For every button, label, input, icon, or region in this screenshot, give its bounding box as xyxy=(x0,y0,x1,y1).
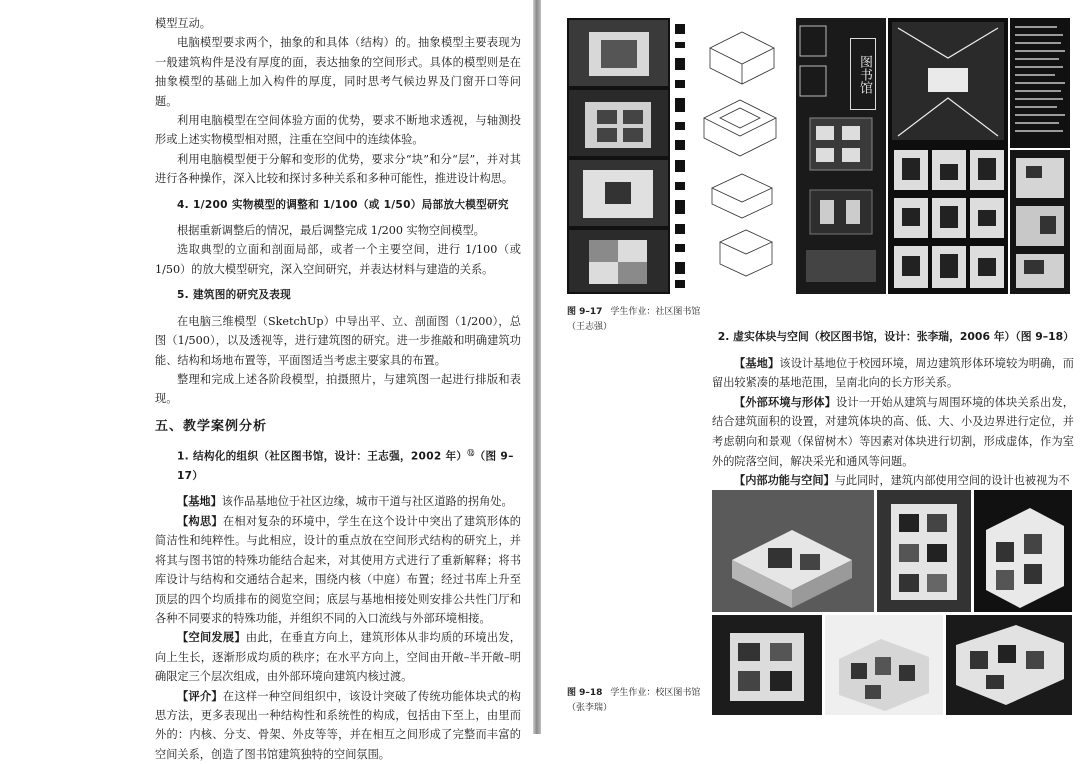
paragraph-text: 由此，在垂直方向上，建筑形体从非均质的环境出发，向上生长，逐渐形成均质的秩序；在水平方向上，空间由开敞–半开敞–明确限定三个层次组成，由外部环境向建筑内核过渡。 xyxy=(155,631,521,684)
model-photo-3-image xyxy=(974,490,1072,612)
tag-label: 【内部功能与空间】 xyxy=(734,473,835,488)
subsection-heading xyxy=(177,444,521,486)
paragraph xyxy=(155,492,521,511)
section-heading: 五、教学案例分析 xyxy=(155,418,268,434)
paragraph: 在电脑三维模型（SketchUp）中导出平、立、剖面图（1/200），总图（1/500），以及透视等，进行建筑图的研究。进一步推敲和明确建筑功能、结构和场地布置等，平面图适当考虑主要家具的布置。 xyxy=(155,314,521,367)
figure-text-panel-image xyxy=(1010,18,1070,148)
paragraph xyxy=(155,628,521,686)
paragraph xyxy=(155,687,521,764)
paragraph xyxy=(712,471,1074,491)
model-photo-2 xyxy=(877,490,971,612)
axonometric-image xyxy=(690,18,794,294)
tag-label: 【外部环境与形体】 xyxy=(734,394,837,409)
subsection-heading: 5. 建筑图的研究及表现 xyxy=(177,289,292,302)
right-page xyxy=(541,0,1080,734)
figure-text-panel xyxy=(1010,18,1070,148)
model-photo-3 xyxy=(974,490,1072,612)
paragraph: 利用电脑模型便于分解和变形的优势，要求分“块”和分“层”，并对其进行各种操作，深入比较和探讨多种关系和多种可能性，推进设计构思。 xyxy=(155,152,521,186)
model-photo-1 xyxy=(712,490,874,612)
model-photo-4-image xyxy=(712,615,822,715)
model-photos-image xyxy=(567,18,670,294)
paragraph: 模型互动。 xyxy=(155,17,211,30)
paragraph: 整理和完成上述各阶段模型，拍摄照片，与建筑图一起进行排版和表现。 xyxy=(155,372,521,406)
model-photo-5 xyxy=(825,615,943,715)
model-photo-2-image xyxy=(877,490,971,612)
model-photo-strip xyxy=(567,18,670,294)
figure-caption-text: 学生作业：社区图书馆（王志强） xyxy=(567,307,701,332)
figure-thumb-panel xyxy=(1010,150,1070,294)
paragraph-text: 该作品基地位于社区边缘，城市干道与社区道路的拐角处。 xyxy=(221,495,513,509)
tag-label: 【空间发展】 xyxy=(177,630,246,645)
paragraph xyxy=(712,393,1074,471)
paragraph-text: 在这样一种空间组织中，该设计突破了传统功能体块式的构思方法，更多表现出一种结构性和系统性的构成，包括由下至上，由里而外的：内核、分支、骨架、外皮等等，并在相互之间形成了完整而丰富的空间关系，创造了图书馆建筑独特的空间氛围。 xyxy=(155,689,521,761)
paragraph: 利用电脑模型在空间体验方面的优势，要求不断地求透视，与轴测投形或上述实物模型相对照，注重在空间中的连续体验。 xyxy=(155,114,521,147)
model-photo-5-image xyxy=(825,615,943,715)
paragraph xyxy=(712,354,1074,393)
heading-text: 1. 结构化的组织（社区图书馆，设计：王志强，2002 年） xyxy=(177,450,468,463)
axonometric-drawings xyxy=(690,18,794,294)
model-photo-6-image xyxy=(946,615,1072,715)
figure-number: 图 9–17 xyxy=(567,307,603,317)
paragraph: 选取典型的立面和剖面局部，或者一个主要空间，进行 1/100（或 1/50）的放大模型研究，深入空间研究，并表达材料与建造的关系。 xyxy=(155,243,521,276)
paragraph-text: 该设计基地位于校园环境，周边建筑形体环境较为明确，而留出较紧凑的基地范围，呈南北向的长方形关系。 xyxy=(712,356,1074,390)
left-text-column xyxy=(155,14,521,764)
figure-caption-9-17 xyxy=(567,305,717,335)
subsection-heading: 4. 1/200 实物模型的调整和 1/100（或 1/50）局部放大模型研究 xyxy=(177,198,509,211)
right-text-column xyxy=(712,327,1074,491)
render-image xyxy=(888,18,1008,294)
subsection-heading: 2. 虚实体块与空间（校区图书馆，设计：张李瑞，2006 年）（图 9–18） xyxy=(717,330,1074,343)
left-page xyxy=(0,0,533,761)
dark-sign-panel xyxy=(796,18,886,294)
figure-caption-9-18 xyxy=(567,686,707,716)
tag-label: 【基地】 xyxy=(177,494,222,509)
paragraph: 电脑模型要求两个，抽象的和具体（结构）的。抽象模型主要表现为一般建筑构件是没有厚度的面，表达抽象的空间形式。具体的模型则是在抽象模型的基础上加入构件的厚度，同时思考气候边界及门窗开口等问题。 xyxy=(155,36,521,108)
paragraph: 根据重新调整后的情况，最后调整完成 1/200 实物空间模型。 xyxy=(177,224,485,238)
paragraph-text: 在相对复杂的环境中，学生在这个设计中突出了建筑形体的简洁性和纯粹性。与此相应，设计的重点放在空间形式结构的研究上，并将其与图书馆的特殊功能结合起来，对其使用方式进行了重新解释；将书库设计与结构和交通结合起来，围绕内核（中庭）布置；经过书库上升至顶层的四个均质排布的阅览空间；底层与基地相接处则安排公共性门厅和各种不同要求的特殊功能，并组织不同的入口流线与外部环境相接。 xyxy=(155,514,521,625)
library-sign: 图书馆 xyxy=(850,38,876,110)
diagram-strip xyxy=(672,18,688,294)
figure-thumb-image xyxy=(1010,150,1070,294)
paragraph xyxy=(155,512,521,628)
figure-number: 图 9–18 xyxy=(567,688,603,698)
model-photo-1-image xyxy=(712,490,874,612)
paragraph-text: 设计一开始从建筑与周围环境的体块关系出发，结合建筑面积的设置，对建筑体块的高、低、大、小及边界进行定位，并考虑朝向和景观（保留树木）等因素对体块进行切割，形成虚体，作为室外的院落空间，解决采光和通风等问题。 xyxy=(712,395,1074,468)
paragraph-text: 与此同时，建筑内部使用空间的设计也被视为不 xyxy=(834,474,1070,488)
model-photo-4 xyxy=(712,615,822,715)
model-photo-6 xyxy=(946,615,1072,715)
footnote-ref: ⑫ xyxy=(467,449,475,458)
render-panel xyxy=(888,18,1008,294)
tag-label: 【评介】 xyxy=(177,688,223,703)
figure-caption-text: 学生作业：校区图书馆（张李瑞） xyxy=(567,688,701,713)
tag-label: 【基地】 xyxy=(734,355,780,370)
tag-label: 【构思】 xyxy=(177,513,223,528)
book-gutter xyxy=(533,0,541,734)
figure-ref: （图 9–17） xyxy=(177,450,514,483)
diagram-strip-image xyxy=(672,18,688,294)
